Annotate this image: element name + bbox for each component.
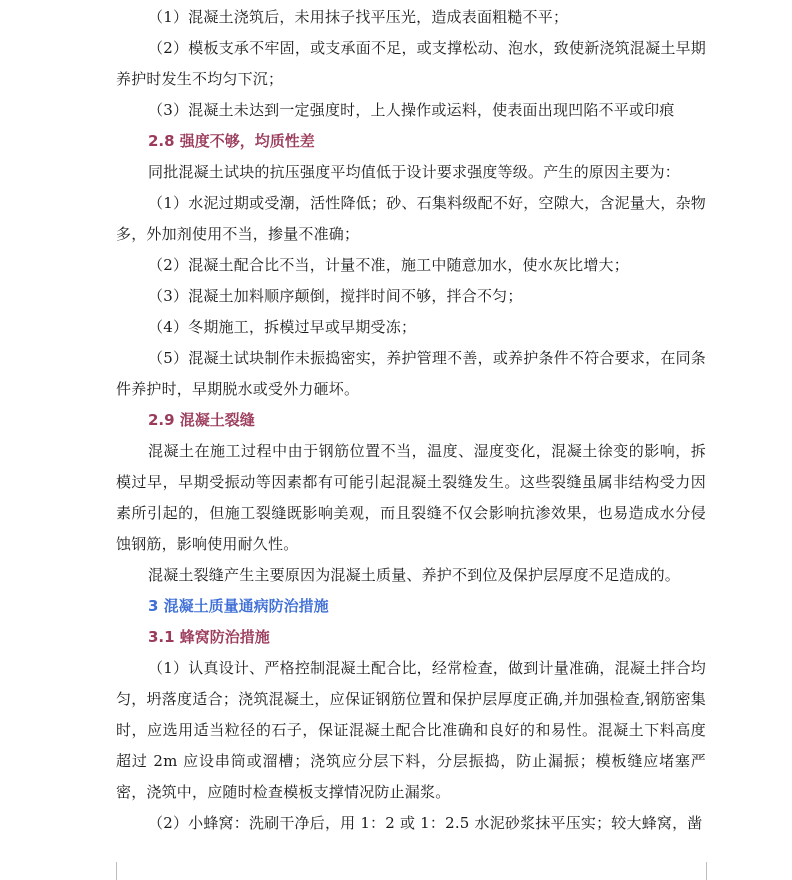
heading-3: 3 混凝土质量通病防治措施 [148,597,329,615]
page-corner-mark-right [706,862,721,880]
paragraph-formwork-support: （2）模板支承不牢固，或支承面不足，或支撑松动、泡水，致使新浇筑混凝土早期养护时发生不均匀下沉； [116,39,706,88]
paragraph-cause-3: （3）混凝土加料顺序颠倒，搅拌时间不够，拌合不匀； [148,287,523,305]
paragraph-cause-5: （5）混凝土试块制作未振捣密实，养护管理不善，或养护条件不符合要求，在同条件养护时，早期脱水或受外力砸坏。 [116,349,706,398]
paragraph-crack-cause: 混凝土裂缝产生主要原因为混凝土质量、养护不到位及保护层厚度不足造成的。 [148,566,681,584]
heading-2-8: 2.8 强度不够，均质性差 [148,132,315,150]
paragraph-cause-1: （1）水泥过期或受潮，活性降低；砂、石集料级配不好，空隙大，含泥量大，杂物多，外加剂使用不当，掺量不准确； [116,194,706,243]
paragraph-honeycomb-measure-2: （2）小蜂窝：洗刷干净后，用 1：2 或 1：2.5 水泥砂浆抹平压实；较大蜂窝，凿 [148,814,703,832]
page-corner-mark-left [102,862,117,880]
paragraph-strength-intro: 同批混凝土试块的抗压强度平均值低于设计要求强度等级。产生的原因主要为： [148,163,681,181]
paragraph-crack-description: 混凝土在施工过程中由于钢筋位置不当，温度、湿度变化，混凝土徐变的影响，拆模过早，早期受振动等因素都有可能引起混凝土裂缝发生。这些裂缝虽属非结构受力因素所引起的，但施工裂缝既影响美观，而且裂缝不仅会影响抗渗效果，也易造成水分侵蚀钢筋，影响使用耐久性。 [116,442,706,553]
paragraph-cause-2: （2）混凝土配合比不当，计量不准，施工中随意加水，使水灰比增大； [148,256,629,274]
paragraph-early-loading: （3）混凝土未达到一定强度时，上人操作或运料，使表面出现凹陷不平或印痕 [148,101,675,119]
heading-3-1: 3.1 蜂窝防治措施 [148,628,270,646]
paragraph-honeycomb-measure-1: （1）认真设计、严格控制混凝土配合比，经常检查，做到计量准确，混凝土拌合均匀，坍落度适合；浇筑混凝土，应保证钢筋位置和保护层厚度正确,并加强检查,钢筋密集时，应选用适当粒径的石子，保证混凝土配合比准确和良好的和易性。混凝土下料高度超过 2m 应设串筒或溜槽；浇筑应分层下料，分层振捣，防止漏振；模板缝应堵塞严密，浇筑中，应随时检查模板支撑情况防止漏浆。 [116,659,706,801]
paragraph-cause-4: （4）冬期施工，拆模过早或早期受冻； [148,318,417,336]
paragraph-surface-rough: （1）混凝土浇筑后，未用抹子找平压光，造成表面粗糙不平； [148,8,569,26]
heading-2-9: 2.9 混凝土裂缝 [148,411,255,429]
